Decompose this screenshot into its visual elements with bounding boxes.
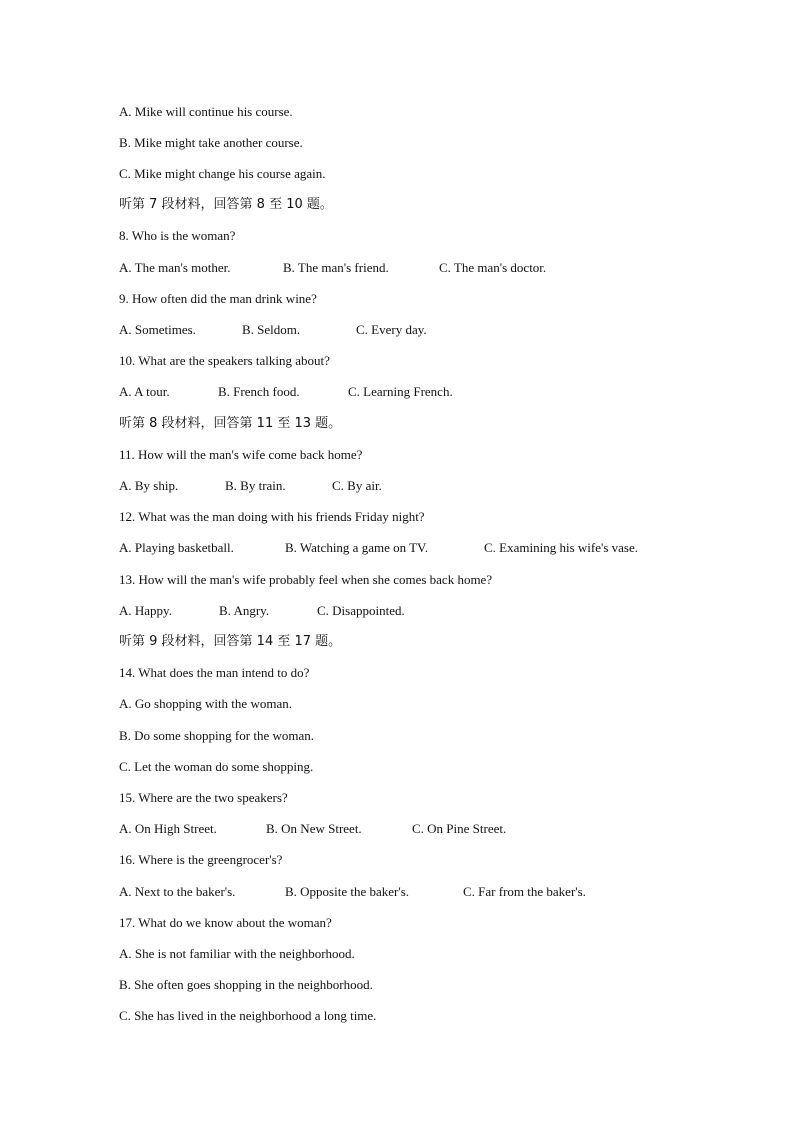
option-b: B. On New Street. — [266, 821, 362, 836]
option-a: A. Mike will continue his course. — [119, 104, 293, 119]
option-b: B. Mike might take another course. — [119, 135, 303, 150]
question-17: 17. What do we know about the woman? — [119, 915, 332, 930]
section-heading: 听第 8 段材料，回答第 11 至 13 题。 — [119, 416, 342, 431]
option-b: B. Opposite the baker's. — [285, 884, 410, 899]
question-12: 12. What was the man doing with his friends Friday night? — [119, 509, 425, 524]
option-a: A. On High Street. — [119, 821, 217, 836]
option-a: A. She is not familiar with the neighborhood. — [119, 946, 355, 961]
option-b: B. By train. — [225, 478, 286, 493]
option-b: B. Do some shopping for the woman. — [119, 728, 314, 743]
question-14: 14. What does the man intend to do? — [119, 665, 310, 680]
option-b: B. Seldom. — [242, 322, 301, 337]
option-a: A. Playing basketball. — [119, 540, 234, 555]
option-b: B. She often goes shopping in the neighborhood. — [119, 977, 373, 992]
option-c: C. Examining his wife's vase. — [484, 540, 638, 555]
option-a: A. A tour. — [119, 384, 170, 399]
option-a: A. Sometimes. — [119, 322, 196, 337]
option-b: B. The man's friend. — [283, 260, 389, 275]
option-a: A. Next to the baker's. — [119, 884, 236, 899]
option-b: B. Angry. — [219, 603, 270, 618]
option-c: C. She has lived in the neighborhood a long time. — [119, 1008, 377, 1023]
option-c: C. Every day. — [356, 322, 427, 337]
option-c: C. The man's doctor. — [439, 260, 547, 275]
option-b: B. French food. — [218, 384, 300, 399]
option-a: A. The man's mother. — [119, 260, 231, 275]
option-c: C. On Pine Street. — [412, 821, 507, 836]
section-heading: 听第 7 段材料，回答第 8 至 10 题。 — [119, 197, 333, 212]
option-c: C. Let the woman do some shopping. — [119, 759, 314, 774]
option-c: C. Far from the baker's. — [463, 884, 586, 899]
option-c: C. Disappointed. — [317, 603, 405, 618]
option-c: C. Mike might change his course again. — [119, 166, 326, 181]
option-c: C. By air. — [332, 478, 382, 493]
question-10: 10. What are the speakers talking about? — [119, 353, 330, 368]
option-c: C. Learning French. — [348, 384, 453, 399]
option-a: A. Go shopping with the woman. — [119, 696, 292, 711]
question-13: 13. How will the man's wife probably feel when she comes back home? — [119, 572, 493, 587]
section-heading: 听第 9 段材料，回答第 14 至 17 题。 — [119, 634, 342, 649]
option-b: B. Watching a game on TV. — [285, 540, 429, 555]
option-a: A. Happy. — [119, 603, 172, 618]
option-a: A. By ship. — [119, 478, 179, 493]
question-15: 15. Where are the two speakers? — [119, 790, 288, 805]
question-8: 8. Who is the woman? — [119, 228, 236, 243]
question-11: 11. How will the man's wife come back home? — [119, 447, 363, 462]
question-9: 9. How often did the man drink wine? — [119, 291, 317, 306]
question-16: 16. Where is the greengrocer's? — [119, 852, 283, 867]
